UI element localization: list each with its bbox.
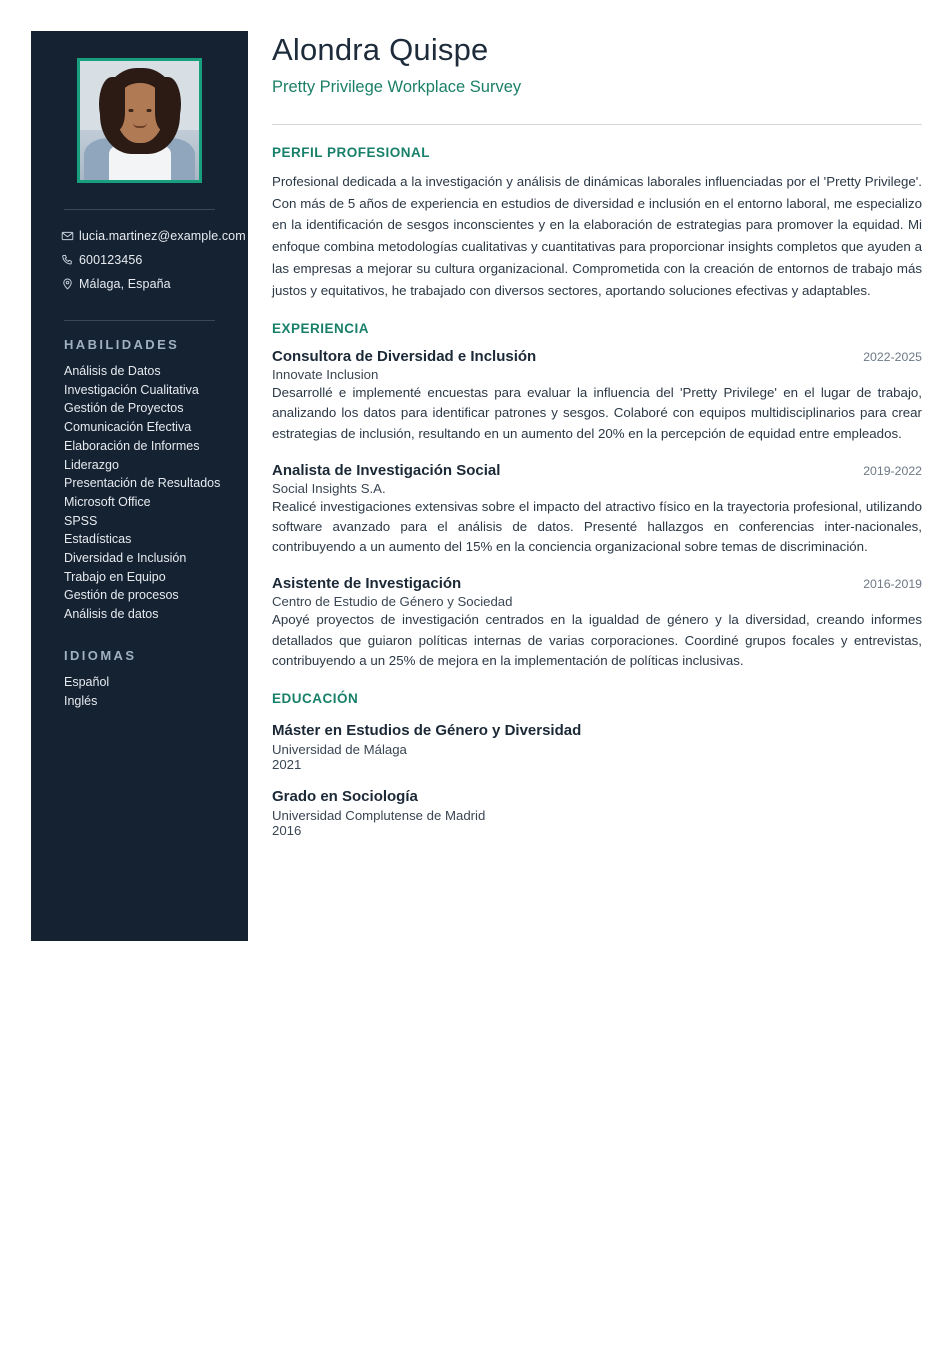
- page-subtitle: Pretty Privilege Workplace Survey: [272, 78, 522, 96]
- envelope-icon: [61, 230, 74, 243]
- education-item: [272, 788, 922, 838]
- main-content: [272, 31, 922, 838]
- list-item: Comunicación Efectiva: [64, 420, 192, 435]
- experience-item-header: [272, 348, 922, 365]
- page-title: Alondra Quispe: [272, 32, 489, 67]
- list-item: Español: [64, 674, 110, 689]
- education-item-year: 2016: [272, 823, 302, 839]
- list-item: Presentación de Resultados: [64, 476, 221, 491]
- languages-list: [31, 673, 248, 710]
- experience-item-description: Apoyé proyectos de investigación centrados en la igualdad de género y la diversidad, creando informes detallados que guiaron políticas internas de varias corporaciones. Coordiné grupos focales y entrevistas, contribuyendo a un 25% de mejora en la implementación de políticas inclusivas.: [272, 612, 922, 668]
- contact-phone[interactable]: [79, 248, 228, 272]
- list-item: Investigación Cualitativa: [64, 382, 199, 397]
- skills-list: [31, 362, 248, 624]
- experience-item-title: Analista de Investigación Social: [272, 461, 501, 479]
- list-item: Gestión de procesos: [64, 588, 179, 603]
- list-item: Análisis de Datos: [64, 364, 161, 378]
- education-item-degree: Grado en Sociología: [272, 788, 418, 806]
- experience-item-dates: 2019-2022: [863, 463, 922, 478]
- photo-eye-left: [128, 109, 133, 112]
- education-item-year: 2021: [272, 757, 302, 773]
- profile-text: Profesional dedicada a la investigación y análisis de dinámicas laborales influenciadas por el 'Pretty Privilege'. Con más de 5 años de experiencia en estudios de diversidad e inclusión en el entorno laboral, me especializo en la identificación de sesgos inconscientes y en la elaboración de estrategias para promover la equidad. Mi enfoque combina metodologías cualitativas y cuantitativas para proporcionar insights completos que ayuden a las empresas a mejorar su cultura organizacional. Comprometida con la creación de entornos de trabajo más justos y equitativos, he trabajado con diversos sectores, aportando soluciones efectivas y adaptables.: [272, 174, 922, 298]
- list-item: Análisis de datos: [64, 607, 159, 622]
- list-item: Microsoft Office: [64, 494, 151, 509]
- education-heading: EDUCACIÓN: [272, 691, 359, 707]
- phone-icon: [61, 254, 74, 267]
- portrait-photo: [80, 61, 199, 180]
- photo-hair-left: [99, 77, 125, 131]
- experience-item-header: [272, 575, 922, 592]
- education-item-school: Universidad Complutense de Madrid: [272, 808, 486, 824]
- experience-heading: EXPERIENCIA: [272, 321, 370, 337]
- contact-email[interactable]: [79, 224, 246, 248]
- experience-item-title: Asistente de Investigación: [272, 575, 462, 593]
- skills-heading: HABILIDADES: [64, 320, 215, 352]
- avatar: [77, 58, 202, 183]
- list-item: Gestión de Proyectos: [64, 401, 184, 416]
- list-item: Inglés: [64, 693, 98, 708]
- experience-item: [272, 462, 922, 558]
- contact-phone-value: 600123456: [79, 253, 143, 267]
- experience-item-organization: Social Insights S.A.: [272, 480, 386, 496]
- experience-item-dates: 2022-2025: [863, 350, 922, 365]
- experience-item-dates: 2016-2019: [863, 577, 922, 592]
- header-divider: [272, 124, 922, 125]
- list-item: Liderazgo: [64, 457, 119, 472]
- experience-item-organization: Innovate Inclusion: [272, 367, 379, 383]
- education-item: [272, 722, 922, 772]
- education-item-school: Universidad de Málaga: [272, 742, 407, 758]
- skills-section: [31, 320, 248, 624]
- profile-heading: PERFIL PROFESIONAL: [272, 145, 431, 160]
- list-item: SPSS: [64, 513, 98, 528]
- experience-item-header: [272, 462, 922, 479]
- photo-eye-right: [146, 109, 151, 112]
- contact-email-value: lucia.martinez@example.com: [79, 229, 246, 243]
- list-item: Trabajo en Equipo: [64, 569, 166, 584]
- experience-item-title: Consultora de Diversidad e Inclusión: [272, 348, 537, 366]
- contact-list: [31, 224, 248, 296]
- languages-heading: IDIOMAS: [64, 647, 137, 663]
- education-item-degree: Máster en Estudios de Género y Diversidad: [272, 722, 582, 740]
- list-item: Estadísticas: [64, 532, 132, 547]
- location-pin-icon: [61, 278, 74, 291]
- sidebar-divider-top: [64, 209, 215, 210]
- experience-item-organization: Centro de Estudio de Género y Sociedad: [272, 594, 513, 610]
- photo-hair-right: [155, 77, 181, 131]
- experience-item: [272, 575, 922, 671]
- experience-item: [272, 348, 922, 444]
- sidebar: [31, 31, 248, 941]
- list-item: Diversidad e Inclusión: [64, 551, 187, 566]
- list-item: Elaboración de Informes: [64, 438, 200, 453]
- experience-item-description: Realicé investigaciones extensivas sobre el impacto del atractivo físico en la trayectoria profesional, utilizando software avanzado para el análisis de datos. Presenté hallazgos en conferencias inter-nacionales, contribuyendo a un aumento del 15% en la conciencia organizacional sobre temas de discriminación.: [272, 498, 922, 555]
- contact-location[interactable]: [79, 272, 228, 296]
- languages-section: [31, 648, 248, 710]
- contact-location-value: Málaga, España: [79, 277, 171, 291]
- experience-item-description: Desarrollé e implementé encuestas para evaluar la influencia del 'Pretty Privilege' en el lugar de trabajo, analizando los datos para identificar patrones y sesgos. Colaboré con equipos multidisciplinarios para crear estrategias de inclusión, resultando en un aumento del 20% en la percepción de equidad entre empleados.: [272, 385, 922, 441]
